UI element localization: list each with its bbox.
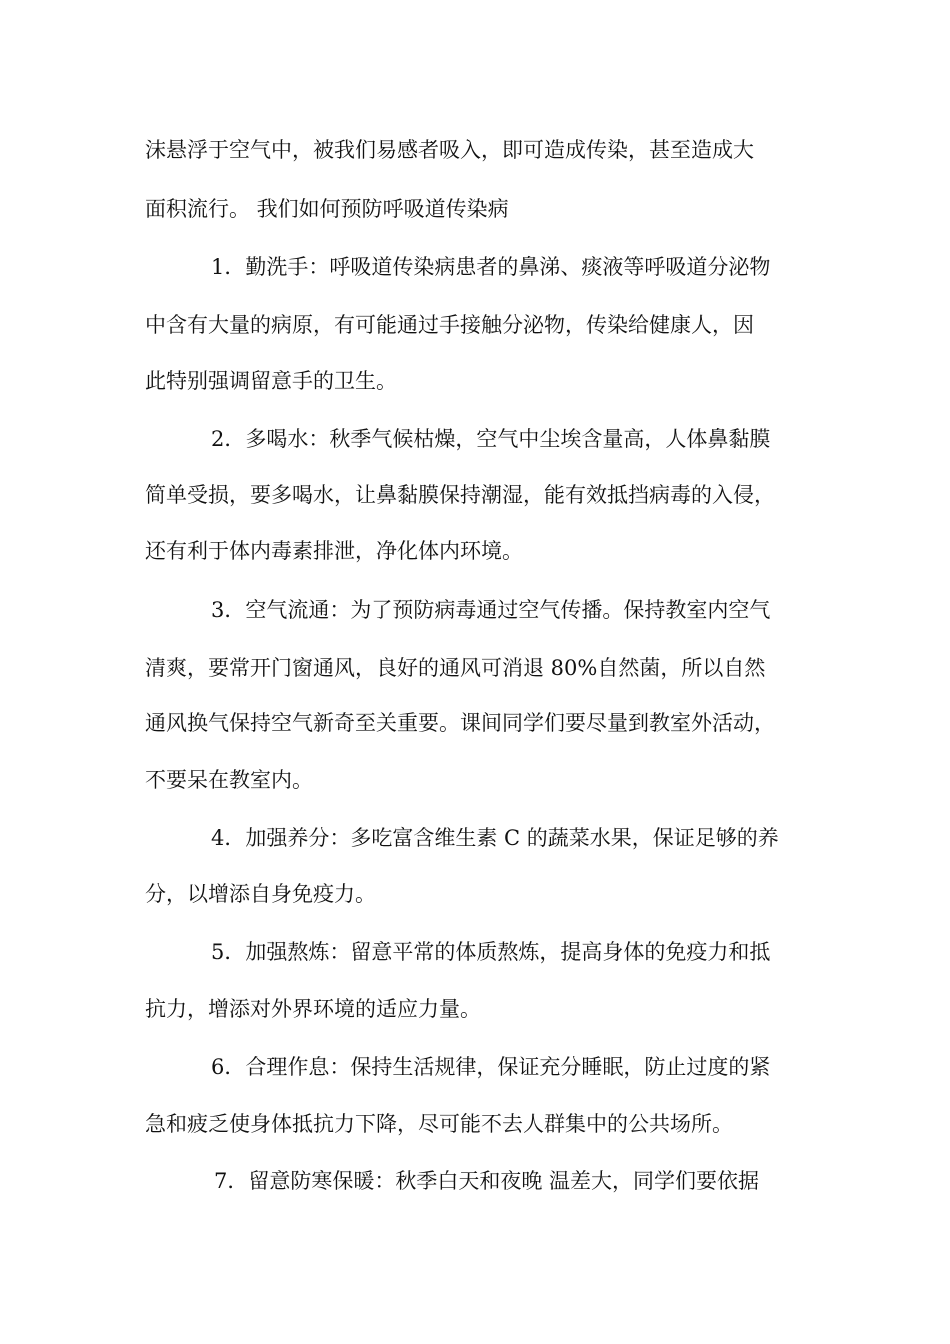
text-line: 此特别强调留意手的卫生。 xyxy=(145,369,397,393)
list-item-2-line: 2．多喝水：秋季气候枯燥，空气中尘埃含量高，人体鼻黏膜 xyxy=(211,427,771,451)
text-line: 还有利于体内毒素排泄，净化体内环境。 xyxy=(145,539,523,563)
text-line: 急和疲乏使身体抵抗力下降，尽可能不去人群集中的公共场所。 xyxy=(145,1112,733,1136)
text-line: 通风换气保持空气新奇至关重要。课间同学们要尽量到教室外活动， xyxy=(145,711,775,735)
text-line: 沫悬浮于空气中，被我们易感者吸入，即可造成传染，甚至造成大 xyxy=(145,138,754,162)
list-item-1-line: 1．勤洗手：呼吸道传染病患者的鼻涕、痰液等呼吸道分泌物 xyxy=(211,255,771,279)
list-item-7-line: 7．留意防寒保暖：秋季白天和夜晚 温差大，同学们要依据 xyxy=(214,1169,760,1193)
list-item-4-line: 4．加强养分：多吃富含维生素 C 的蔬菜水果，保证足够的养 xyxy=(211,826,779,850)
list-item-3-line: 3．空气流通：为了预防病毒通过空气传播。保持教室内空气 xyxy=(211,598,771,622)
list-item-6-line: 6．合理作息：保持生活规律，保证充分睡眠，防止过度的紧 xyxy=(211,1055,771,1079)
text-line: 简单受损，要多喝水，让鼻黏膜保持潮湿，能有效抵挡病毒的入侵， xyxy=(145,483,775,507)
text-line: 抗力，增添对外界环境的适应力量。 xyxy=(145,997,481,1021)
list-item-5-line: 5．加强熬炼：留意平常的体质熬炼，提高身体的免疫力和抵 xyxy=(211,940,771,964)
text-line: 中含有大量的病原，有可能通过手接触分泌物，传染给健康人，因 xyxy=(145,313,754,337)
text-line: 清爽，要常开门窗通风，良好的通风可消退 80%自然菌，所以自然 xyxy=(145,656,766,680)
text-line: 分，以增添自身免疫力。 xyxy=(145,882,376,906)
text-line: 面积流行。 我们如何预防呼吸道传染病 xyxy=(145,197,509,221)
text-line: 不要呆在教室内。 xyxy=(145,768,313,792)
